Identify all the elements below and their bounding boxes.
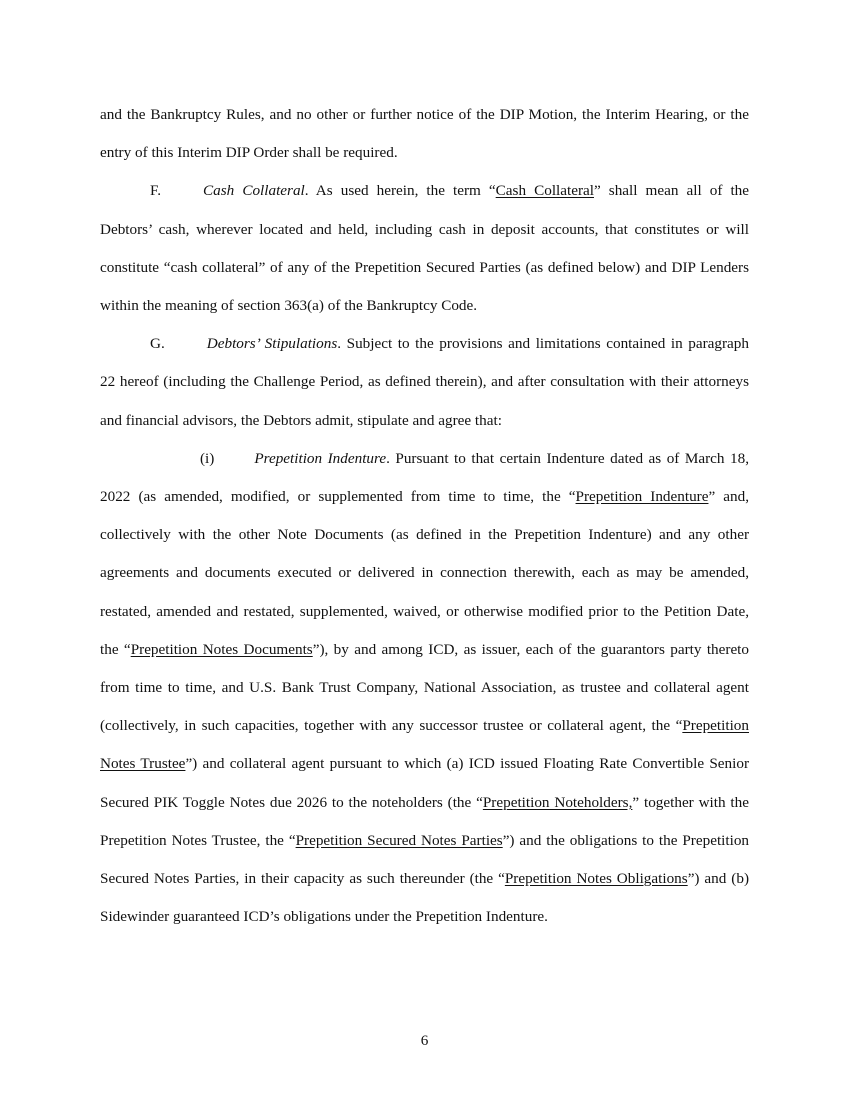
- subsection-i-paragraph: [100, 440, 749, 937]
- subsection-i-text-part-7: ”) and (b) Sidewinder guaranteed ICD’s obligations under the Prepetition Indenture.: [100, 870, 749, 926]
- subsection-i-label: (i): [200, 449, 215, 467]
- defined-term-prepetition-notes-documents: Prepetition Notes Documents: [130, 640, 313, 658]
- defined-term-prepetition-secured-notes-parties: Prepetition Secured Notes Parties: [295, 831, 503, 849]
- continued-paragraph: and the Bankruptcy Rules, and no other or further notice of the DIP Motion, the Interim Hearing, or the entry of this Interim DIP Order shall be required.: [100, 106, 749, 162]
- section-g-label: G.: [150, 335, 165, 353]
- document-body: [100, 96, 749, 936]
- section-f-paragraph: [100, 172, 749, 325]
- section-g-paragraph: [100, 325, 749, 440]
- subsection-i-text-part-4: ”) and collateral agent pursuant to which (a) ICD issued Floating Rate Convertible Senior Secured PIK Toggle Notes due 2026 to the noteholders (the “: [100, 755, 749, 811]
- defined-term-prepetition-noteholders: Prepetition Noteholders,: [482, 793, 633, 811]
- section-f-text-part-2: ” shall mean all of the Debtors’ cash, wherever located and held, including cash in deposit accounts, that constitutes or will constitute “cash collateral” of any of the Prepetition Secured Parties (as defined below) and DIP Lenders within the meaning of section 363(a) of the Bankruptcy Code.: [100, 182, 750, 315]
- subsection-i-text-part-3: ”), by and among ICD, as issuer, each of the guarantors party thereto from time to time, and U.S. Bank Trust Company, National Association, as trustee and collateral agent (collectively, in such capacities, together with any successor trustee or collateral agent, the “: [100, 640, 749, 735]
- section-f-label: F.: [150, 182, 162, 200]
- subsection-i-text-part-5: ” together with the Prepetition Notes Trustee, the “: [100, 793, 749, 849]
- subsection-i-text-part-6: ”) and the obligations to the Prepetition Secured Notes Parties, in their capacity as such thereunder (the “: [100, 831, 750, 888]
- section-g-heading: Debtors’ Stipulations: [206, 335, 338, 353]
- section-g-text: . Subject to the provisions and limitations contained in paragraph 22 hereof (including the Challenge Period, as defined therein), and after consultation with their attorneys and financial advisors, the Debtors admit, stipulate and agree that:: [100, 335, 749, 429]
- defined-term-prepetition-notes-obligations: Prepetition Notes Obligations: [504, 870, 688, 888]
- subsection-i-heading: Prepetition Indenture: [254, 449, 387, 467]
- defined-term-prepetition-indenture: Prepetition Indenture: [575, 488, 709, 506]
- section-f-text-part-1: . As used herein, the term “: [304, 182, 496, 200]
- section-f-heading: Cash Collateral: [203, 182, 305, 200]
- defined-term-prepetition-notes-trustee: Prepetition Notes Trustee: [100, 717, 749, 773]
- subsection-i-text-part-1: . Pursuant to that certain Indenture dated as of March 18, 2022 (as amended, modified, or supplemented from time to time, the “: [100, 449, 749, 506]
- page-number: 6: [420, 1032, 429, 1049]
- defined-term-cash-collateral: Cash Collateral: [495, 182, 594, 200]
- subsection-i-text-part-2: ” and, collectively with the other Note Documents (as defined in the Prepetition Indenture) and any other agreements and documents executed or delivered in connection therewith, each as may be amended, restated, amended and restated, supplemented, waived, or otherwise modified prior to the Petition Date, the “: [100, 488, 750, 658]
